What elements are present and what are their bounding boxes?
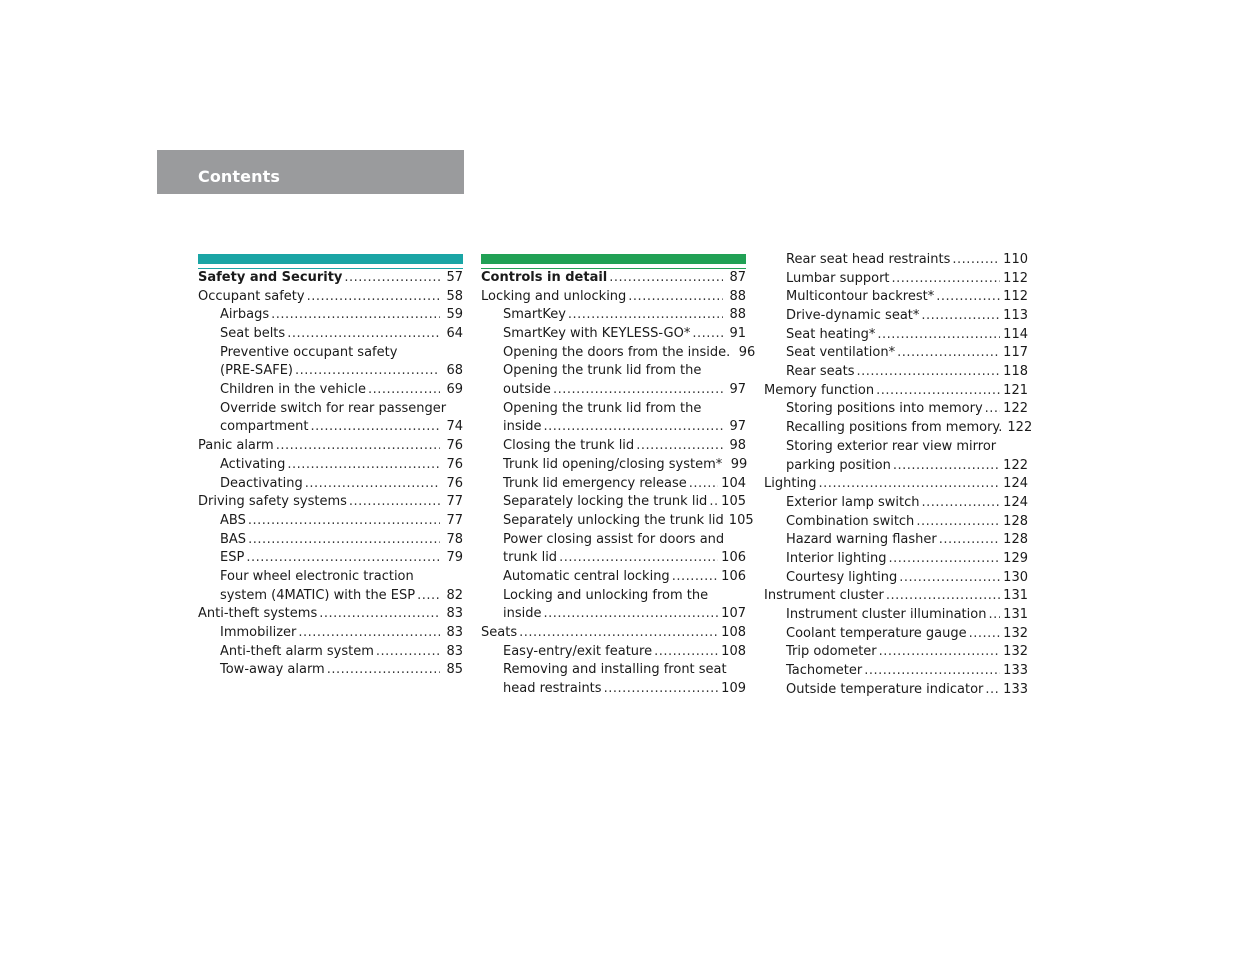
toc-entries bbox=[764, 251, 1033, 700]
toc-entry-label: Panic alarm bbox=[198, 438, 274, 454]
toc-entry[interactable] bbox=[198, 605, 463, 624]
dot-leader bbox=[916, 513, 1000, 532]
toc-entry-label: trunk lid bbox=[503, 550, 558, 566]
dot-leader bbox=[952, 251, 1000, 270]
dot-leader bbox=[319, 605, 440, 624]
dot-leader bbox=[857, 363, 1001, 382]
toc-entry bbox=[481, 661, 746, 680]
dot-leader bbox=[709, 493, 718, 512]
toc-page-number: 108 bbox=[721, 625, 746, 641]
toc-entry-label: Occupant safety bbox=[198, 288, 305, 304]
toc-page-number: 91 bbox=[729, 326, 746, 342]
dot-leader bbox=[886, 587, 1000, 606]
toc-entry[interactable] bbox=[764, 531, 1028, 550]
toc-entry[interactable] bbox=[764, 643, 1028, 662]
dot-leader bbox=[689, 475, 718, 494]
toc-entry[interactable] bbox=[481, 568, 746, 587]
dot-leader bbox=[310, 418, 440, 437]
dot-leader bbox=[368, 381, 440, 400]
toc-page-number: 58 bbox=[446, 288, 463, 304]
dot-leader bbox=[287, 325, 440, 344]
toc-entry-label: Instrument cluster bbox=[764, 588, 884, 604]
toc-entry-label: SmartKey with KEYLESS-GO* bbox=[503, 326, 691, 342]
toc-entry-label: Multicontour backrest* bbox=[786, 289, 935, 305]
toc-entry[interactable] bbox=[764, 419, 1033, 438]
toc-page-number: 105 bbox=[721, 494, 746, 510]
section-color-bar bbox=[481, 254, 746, 264]
toc-page-number: 117 bbox=[1003, 345, 1028, 361]
dot-leader bbox=[921, 307, 1000, 326]
toc-entry-label: BAS bbox=[220, 531, 247, 547]
toc-section-heading[interactable] bbox=[481, 268, 746, 288]
dot-leader bbox=[985, 681, 1000, 700]
toc-page-number: 88 bbox=[729, 288, 746, 304]
dot-leader bbox=[628, 288, 723, 307]
toc-entry-label: Memory function bbox=[764, 382, 875, 398]
toc-entry bbox=[481, 400, 746, 419]
toc-entry-label: Opening the trunk lid from the bbox=[503, 363, 702, 379]
toc-entry[interactable] bbox=[764, 587, 1028, 606]
toc-entry-label: Hazard warning flasher bbox=[786, 532, 937, 548]
toc-page-number: 132 bbox=[1003, 625, 1028, 641]
dot-leader bbox=[559, 549, 718, 568]
dot-leader bbox=[376, 643, 440, 662]
toc-page-number: 77 bbox=[446, 494, 463, 510]
toc-entry[interactable] bbox=[481, 493, 746, 512]
dot-leader bbox=[988, 606, 1000, 625]
toc-entry[interactable] bbox=[198, 512, 463, 531]
toc-entry[interactable] bbox=[764, 457, 1028, 476]
toc-entry-label: Locking and unlocking bbox=[481, 288, 627, 304]
toc-entry[interactable] bbox=[481, 325, 746, 344]
toc-entry[interactable] bbox=[198, 624, 463, 643]
toc-page-number: 124 bbox=[1003, 494, 1028, 510]
dot-leader bbox=[327, 661, 440, 680]
toc-entry-label: Coolant temperature gauge bbox=[786, 625, 967, 641]
toc-entry-label: Courtesy lighting bbox=[786, 569, 898, 585]
toc-page-number: 122 bbox=[1003, 401, 1028, 417]
toc-entry bbox=[481, 587, 746, 606]
toc-entry[interactable] bbox=[198, 306, 463, 325]
toc-entry[interactable] bbox=[481, 475, 746, 494]
toc-entry[interactable] bbox=[198, 419, 463, 438]
dot-leader bbox=[819, 475, 1001, 494]
toc-page-number: 82 bbox=[446, 587, 463, 603]
toc-entry-label: Driving safety systems bbox=[198, 494, 347, 510]
toc-page-number: 128 bbox=[1003, 532, 1028, 548]
dot-leader bbox=[287, 456, 440, 475]
toc-entry-label: Four wheel electronic traction bbox=[220, 568, 414, 584]
toc-page-number: 96 bbox=[738, 344, 756, 360]
dot-leader bbox=[305, 475, 440, 494]
toc-entry[interactable] bbox=[764, 494, 1028, 513]
toc-page-number: 121 bbox=[1003, 382, 1028, 398]
toc-entry-label: Lumbar support bbox=[786, 270, 890, 286]
toc-entry-label: Automatic central locking bbox=[503, 568, 670, 584]
toc-page-number: 64 bbox=[446, 326, 463, 342]
dot-leader bbox=[295, 362, 440, 381]
toc-entry bbox=[198, 344, 463, 363]
toc-entry-label: Easy-entry/exit feature bbox=[503, 643, 653, 659]
toc-page-number: 105 bbox=[728, 512, 754, 528]
toc-entry-label: Opening the doors from the inside. bbox=[503, 344, 731, 360]
toc-entry[interactable] bbox=[481, 288, 746, 307]
toc-entry-label: Seat belts bbox=[220, 326, 286, 342]
toc-page-number: 106 bbox=[721, 550, 746, 566]
toc-entry[interactable] bbox=[764, 288, 1028, 307]
toc-page-number: 79 bbox=[446, 550, 463, 566]
dot-leader bbox=[349, 493, 440, 512]
section-color-bar bbox=[198, 254, 463, 264]
toc-entry[interactable] bbox=[198, 643, 463, 662]
toc-entry bbox=[198, 400, 463, 419]
toc-entry-label: Trunk lid opening/closing system* bbox=[503, 456, 723, 472]
toc-page-number: 77 bbox=[446, 512, 463, 528]
toc-page-number: 133 bbox=[1003, 663, 1028, 679]
toc-entry[interactable] bbox=[764, 569, 1028, 588]
dot-leader bbox=[879, 643, 1001, 662]
toc-entry-label: Tow-away alarm bbox=[220, 662, 325, 678]
toc-entry[interactable] bbox=[198, 661, 463, 680]
dot-leader bbox=[899, 569, 1000, 588]
toc-entry-label: Tachometer bbox=[786, 663, 863, 679]
toc-entry[interactable] bbox=[481, 437, 746, 456]
toc-entry[interactable] bbox=[198, 456, 463, 475]
toc-entry-label: system (4MATIC) with the ESP bbox=[220, 587, 416, 603]
toc-entry[interactable] bbox=[764, 475, 1028, 494]
toc-entry[interactable] bbox=[198, 381, 463, 400]
dot-leader bbox=[609, 269, 723, 288]
toc-entry[interactable] bbox=[481, 549, 746, 568]
toc-entry-label: Airbags bbox=[220, 307, 270, 323]
dot-leader bbox=[897, 344, 1000, 363]
dot-leader bbox=[248, 512, 440, 531]
toc-page-number: 57 bbox=[446, 269, 463, 285]
dot-leader bbox=[922, 494, 1001, 513]
dot-leader bbox=[692, 325, 723, 344]
toc-entry-label: Separately unlocking the trunk lid bbox=[503, 512, 724, 528]
toc-entry-label: Controls in detail bbox=[481, 269, 608, 285]
toc-entry-label: ABS bbox=[220, 512, 246, 528]
toc-entry[interactable] bbox=[481, 456, 746, 475]
toc-entry-label: Storing exterior rear view mirror bbox=[786, 438, 997, 454]
toc-entry-label: Rear seat head restraints bbox=[786, 251, 951, 267]
dot-leader bbox=[307, 288, 440, 307]
toc-entry-label: Lighting bbox=[764, 476, 817, 492]
toc-entry-label: Seat heating* bbox=[786, 326, 876, 342]
dot-leader bbox=[298, 624, 440, 643]
toc-entry bbox=[481, 362, 746, 381]
toc-entry-label: Trip odometer bbox=[786, 644, 877, 660]
toc-page-number: 108 bbox=[721, 643, 746, 659]
toc-entry[interactable] bbox=[764, 251, 1028, 270]
toc-entry-label: Power closing assist for doors and bbox=[503, 531, 725, 547]
toc-entry-label: Removing and installing front seat bbox=[503, 662, 727, 678]
toc-entry-label: parking position bbox=[786, 457, 891, 473]
toc-entry[interactable] bbox=[481, 419, 746, 438]
toc-entry-label: Locking and unlocking from the bbox=[503, 587, 709, 603]
toc-entry-label: Interior lighting bbox=[786, 550, 887, 566]
toc-entry bbox=[764, 438, 1028, 457]
toc-entry-label: Opening the trunk lid from the bbox=[503, 400, 702, 416]
dot-leader bbox=[544, 418, 724, 437]
toc-entry[interactable] bbox=[764, 363, 1028, 382]
contents-header bbox=[157, 150, 464, 194]
toc-entry-label: Children in the vehicle bbox=[220, 382, 366, 398]
toc-entry[interactable] bbox=[481, 306, 746, 325]
dot-leader bbox=[636, 437, 723, 456]
toc-page-number: 97 bbox=[729, 419, 746, 435]
toc-entry[interactable] bbox=[198, 493, 463, 512]
toc-page-number: 78 bbox=[446, 531, 463, 547]
toc-entry-label: Instrument cluster illumination bbox=[786, 607, 987, 623]
toc-entry[interactable] bbox=[198, 587, 463, 606]
toc-entry-label: ESP bbox=[220, 550, 245, 566]
toc-entry-label: SmartKey bbox=[503, 307, 566, 323]
dot-leader bbox=[893, 457, 1000, 476]
toc-column-1 bbox=[198, 254, 463, 680]
toc-entry[interactable] bbox=[764, 550, 1028, 569]
toc-entry[interactable] bbox=[198, 288, 463, 307]
toc-entry-label: outside bbox=[503, 382, 551, 398]
toc-entry[interactable] bbox=[481, 643, 746, 662]
toc-entry-label: Storing positions into memory bbox=[786, 401, 983, 417]
toc-page-number: 76 bbox=[446, 456, 463, 472]
dot-leader bbox=[877, 326, 1000, 345]
toc-page-number: 128 bbox=[1003, 513, 1028, 529]
dot-leader bbox=[892, 270, 1001, 289]
toc-entry[interactable] bbox=[764, 307, 1028, 326]
dot-leader bbox=[553, 381, 723, 400]
dot-leader bbox=[939, 531, 1000, 550]
toc-page-number: 59 bbox=[446, 307, 463, 323]
page-title: Contents bbox=[198, 167, 280, 186]
toc-page-number: 118 bbox=[1003, 364, 1028, 380]
toc-entry[interactable] bbox=[198, 362, 463, 381]
toc-entry-label: (PRE-SAFE) bbox=[220, 363, 293, 379]
toc-entry[interactable] bbox=[764, 344, 1028, 363]
toc-page-number: 109 bbox=[721, 681, 746, 697]
toc-entry[interactable] bbox=[764, 401, 1028, 420]
toc-entry bbox=[198, 568, 463, 587]
toc-column-2 bbox=[481, 254, 756, 699]
toc-entry[interactable] bbox=[481, 680, 746, 699]
toc-page-number: 130 bbox=[1003, 569, 1028, 585]
toc-entry-label: Trunk lid emergency release bbox=[503, 475, 687, 491]
toc-entry-label: Safety and Security bbox=[198, 269, 343, 285]
dot-leader bbox=[604, 680, 719, 699]
toc-page-number: 76 bbox=[446, 438, 463, 454]
toc-entry-label: inside bbox=[503, 419, 542, 435]
toc-entry[interactable] bbox=[764, 270, 1028, 289]
toc-page-number: 131 bbox=[1003, 607, 1028, 623]
toc-entry-label: Activating bbox=[220, 456, 286, 472]
toc-page-number: 69 bbox=[446, 382, 463, 398]
toc-entry-label: Drive-dynamic seat* bbox=[786, 308, 920, 324]
toc-entry[interactable] bbox=[764, 606, 1028, 625]
dot-leader bbox=[276, 437, 440, 456]
toc-page-number: 113 bbox=[1003, 308, 1028, 324]
dot-leader bbox=[544, 605, 719, 624]
toc-page-number: 131 bbox=[1003, 588, 1028, 604]
dot-leader bbox=[654, 643, 718, 662]
toc-entry-label: Anti-theft systems bbox=[198, 606, 318, 622]
toc-page-number: 132 bbox=[1003, 644, 1028, 660]
toc-entry[interactable] bbox=[481, 512, 754, 531]
toc-entry[interactable] bbox=[481, 381, 746, 400]
toc-page-number: 99 bbox=[730, 456, 748, 472]
toc-entry-label: Rear seats bbox=[786, 364, 855, 380]
toc-page-number: 74 bbox=[446, 419, 463, 435]
toc-entry-label: head restraints bbox=[503, 681, 602, 697]
toc-entry[interactable] bbox=[764, 382, 1028, 401]
toc-entry[interactable] bbox=[764, 625, 1028, 644]
toc-entry-label: Immobilizer bbox=[220, 625, 297, 641]
dot-leader bbox=[864, 662, 1000, 681]
toc-entry[interactable] bbox=[481, 344, 756, 363]
toc-entry[interactable] bbox=[764, 513, 1028, 532]
toc-entry-label: Preventive occupant safety bbox=[220, 344, 398, 360]
toc-entry-label: Combination switch bbox=[786, 513, 915, 529]
dot-leader bbox=[417, 587, 440, 606]
toc-page-number: 68 bbox=[446, 363, 463, 379]
toc-entry[interactable] bbox=[481, 624, 746, 643]
toc-entries bbox=[481, 268, 756, 699]
toc-entry[interactable] bbox=[481, 605, 746, 624]
toc-page-number: 122 bbox=[1007, 420, 1033, 436]
toc-page-number: 87 bbox=[729, 269, 746, 285]
toc-entry-label: Outside temperature indicator bbox=[786, 681, 984, 697]
toc-entry-label: Separately locking the trunk lid bbox=[503, 494, 708, 510]
dot-leader bbox=[271, 306, 440, 325]
toc-entry-label: Seat ventilation* bbox=[786, 345, 896, 361]
toc-page-number: 133 bbox=[1003, 681, 1028, 697]
toc-entry[interactable] bbox=[198, 325, 463, 344]
toc-entry[interactable] bbox=[198, 437, 463, 456]
toc-entry[interactable] bbox=[198, 549, 463, 568]
toc-page-number: 76 bbox=[446, 475, 463, 491]
dot-leader bbox=[344, 269, 440, 288]
dot-leader bbox=[519, 624, 718, 643]
toc-entry[interactable] bbox=[198, 531, 463, 550]
toc-section-heading[interactable] bbox=[198, 268, 463, 288]
toc-page-number: 112 bbox=[1003, 270, 1028, 286]
toc-page-number: 98 bbox=[729, 438, 746, 454]
toc-page-number: 129 bbox=[1003, 550, 1028, 566]
toc-entry[interactable] bbox=[764, 326, 1028, 345]
toc-page-number: 83 bbox=[446, 625, 463, 641]
dot-leader bbox=[568, 306, 723, 325]
toc-entry-label: compartment bbox=[220, 419, 309, 435]
toc-entry bbox=[481, 531, 746, 550]
dot-leader bbox=[936, 288, 1000, 307]
toc-page-number: 97 bbox=[729, 382, 746, 398]
toc-entry-label: Deactivating bbox=[220, 475, 303, 491]
dot-leader bbox=[672, 568, 718, 587]
toc-page-number: 83 bbox=[446, 643, 463, 659]
toc-page-number: 122 bbox=[1003, 457, 1028, 473]
toc-page-number: 124 bbox=[1003, 476, 1028, 492]
toc-page-number: 106 bbox=[721, 568, 746, 584]
toc-page-number: 104 bbox=[721, 475, 746, 491]
toc-entry-label: Seats bbox=[481, 625, 518, 641]
toc-entry-label: Exterior lamp switch bbox=[786, 494, 920, 510]
dot-leader bbox=[969, 625, 1001, 644]
dot-leader bbox=[888, 550, 1000, 569]
toc-page-number: 110 bbox=[1003, 251, 1028, 267]
toc-page-number: 114 bbox=[1003, 326, 1028, 342]
toc-entry[interactable] bbox=[764, 662, 1028, 681]
toc-page-number: 112 bbox=[1003, 289, 1028, 305]
toc-page-number: 85 bbox=[446, 662, 463, 678]
toc-entry-label: Recalling positions from memory. bbox=[786, 420, 1003, 436]
dot-leader bbox=[985, 400, 1001, 419]
toc-entries bbox=[198, 268, 463, 680]
toc-entry[interactable] bbox=[764, 681, 1028, 700]
toc-page-number: 88 bbox=[729, 307, 746, 323]
dot-leader bbox=[246, 549, 440, 568]
dot-leader bbox=[876, 382, 1000, 401]
toc-page-number: 107 bbox=[721, 606, 746, 622]
toc-entry-label: Closing the trunk lid bbox=[503, 438, 635, 454]
dot-leader bbox=[248, 531, 440, 550]
toc-entry-label: Override switch for rear passenger bbox=[220, 400, 447, 416]
toc-entry-label: inside bbox=[503, 606, 542, 622]
toc-entry-label: Anti-theft alarm system bbox=[220, 643, 374, 659]
toc-entry[interactable] bbox=[198, 475, 463, 494]
toc-column-3 bbox=[764, 251, 1033, 700]
toc-page-number: 83 bbox=[446, 606, 463, 622]
